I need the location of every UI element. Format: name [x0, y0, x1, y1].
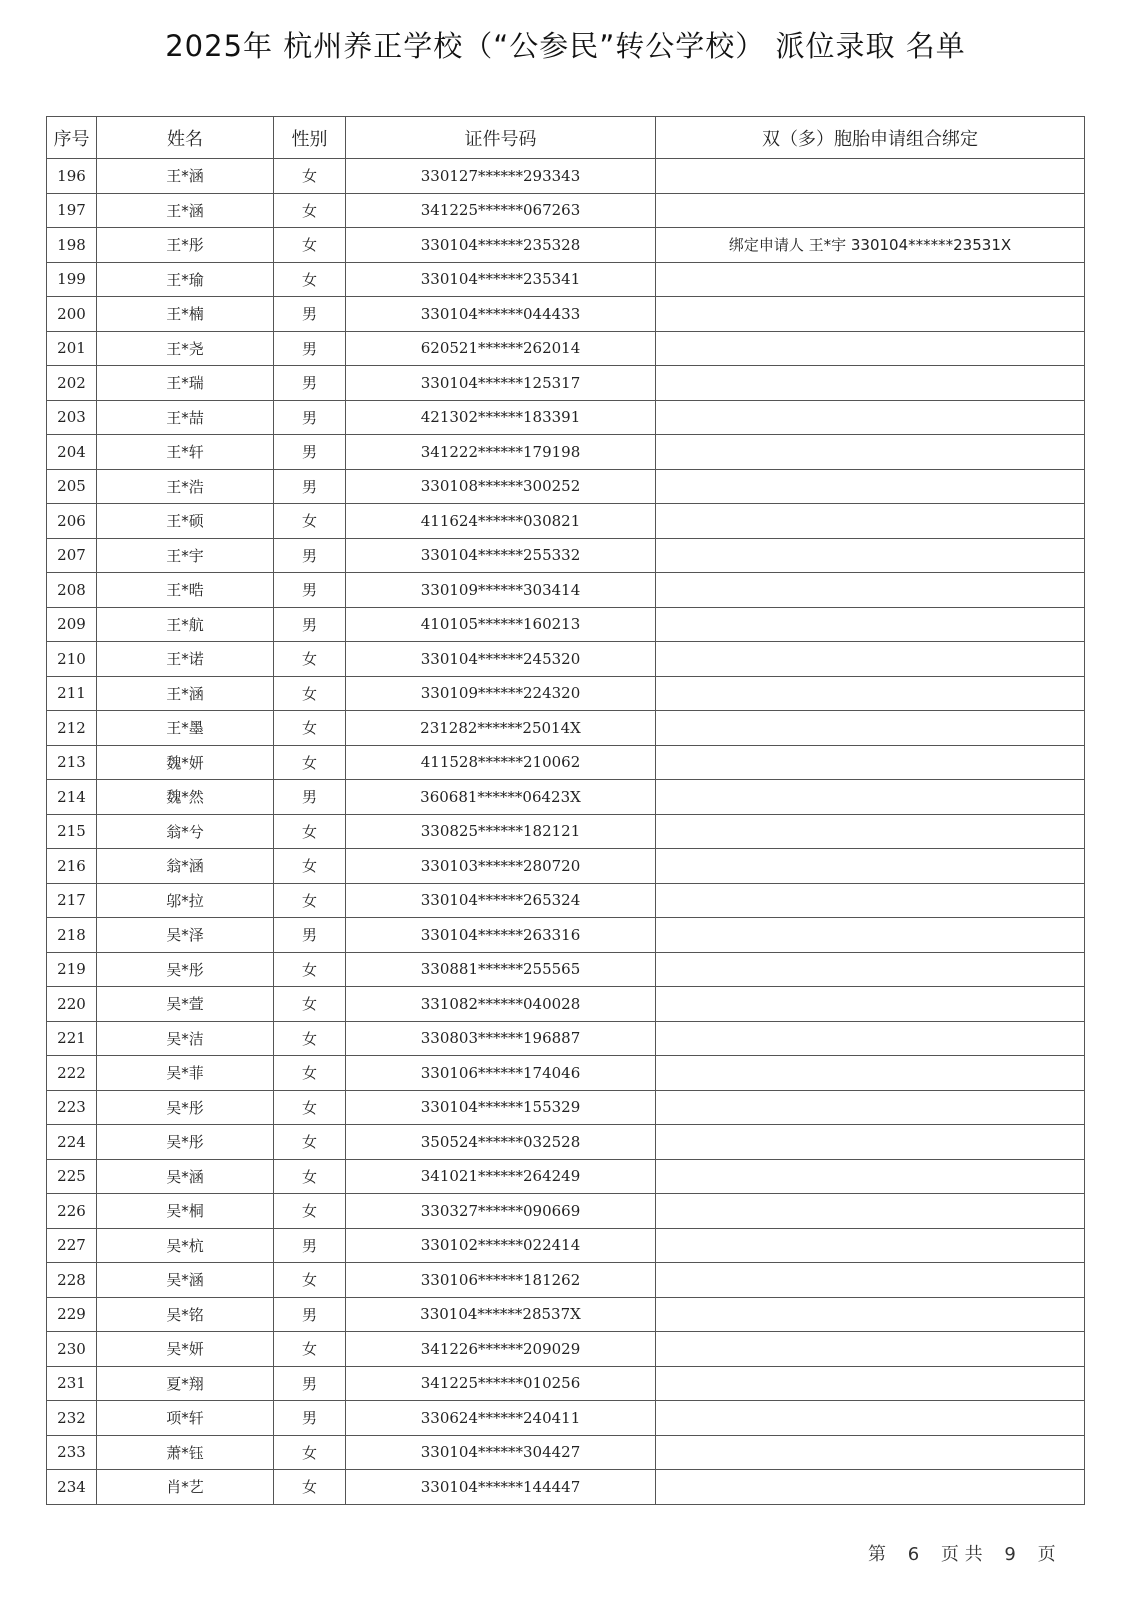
cell-twin-binding: [656, 1159, 1085, 1194]
cell-index: 206: [47, 504, 97, 539]
header-row: [47, 117, 1085, 159]
cell-index: 199: [47, 262, 97, 297]
cell-index: 226: [47, 1194, 97, 1229]
cell-id-number: 330106******181262: [346, 1263, 656, 1298]
cell-id-number: 360681******06423X: [346, 780, 656, 815]
cell-index: 232: [47, 1401, 97, 1436]
cell-name: 魏*妍: [97, 745, 274, 780]
table-row: [47, 1159, 1085, 1194]
table-row: [47, 676, 1085, 711]
cell-index: 233: [47, 1435, 97, 1470]
table-row: [47, 228, 1085, 263]
cell-gender: 女: [274, 1194, 346, 1229]
cell-index: 218: [47, 918, 97, 953]
table-row: [47, 1228, 1085, 1263]
cell-index: 201: [47, 331, 97, 366]
cell-gender: 男: [274, 1297, 346, 1332]
cell-gender: 女: [274, 262, 346, 297]
header-gender: 性别: [274, 117, 346, 159]
cell-id-number: 231282******25014X: [346, 711, 656, 746]
header-index: 序号: [47, 117, 97, 159]
page-footer: [868, 1540, 1056, 1566]
cell-id-number: 330104******265324: [346, 883, 656, 918]
cell-gender: 男: [274, 400, 346, 435]
cell-id-number: 330881******255565: [346, 952, 656, 987]
cell-index: 208: [47, 573, 97, 608]
cell-twin-binding: [656, 538, 1085, 573]
cell-name: 吴*妍: [97, 1332, 274, 1367]
cell-gender: 女: [274, 883, 346, 918]
cell-id-number: 330803******196887: [346, 1021, 656, 1056]
cell-id-number: 411624******030821: [346, 504, 656, 539]
cell-id-number: 411528******210062: [346, 745, 656, 780]
cell-twin-binding: [656, 262, 1085, 297]
cell-gender: 男: [274, 918, 346, 953]
cell-gender: 女: [274, 1263, 346, 1298]
cell-twin-binding: [656, 1263, 1085, 1298]
cell-twin-binding: [656, 1021, 1085, 1056]
cell-gender: 男: [274, 297, 346, 332]
cell-name: 邬*拉: [97, 883, 274, 918]
table-row: [47, 780, 1085, 815]
cell-id-number: 330104******28537X: [346, 1297, 656, 1332]
cell-index: 231: [47, 1366, 97, 1401]
cell-index: 217: [47, 883, 97, 918]
cell-name: 吴*萱: [97, 987, 274, 1022]
cell-index: 221: [47, 1021, 97, 1056]
cell-index: 204: [47, 435, 97, 470]
cell-twin-binding: [656, 366, 1085, 401]
cell-twin-binding: [656, 1401, 1085, 1436]
cell-name: 王*涵: [97, 193, 274, 228]
cell-index: 209: [47, 607, 97, 642]
cell-gender: 女: [274, 1056, 346, 1091]
cell-twin-binding: [656, 504, 1085, 539]
table-row: [47, 400, 1085, 435]
cell-id-number: 330327******090669: [346, 1194, 656, 1229]
cell-name: 肖*艺: [97, 1470, 274, 1505]
cell-id-number: 331082******040028: [346, 987, 656, 1022]
cell-twin-binding: [656, 780, 1085, 815]
cell-name: 吴*涵: [97, 1159, 274, 1194]
cell-index: 228: [47, 1263, 97, 1298]
cell-gender: 男: [274, 1228, 346, 1263]
cell-gender: 男: [274, 331, 346, 366]
cell-id-number: 330104******044433: [346, 297, 656, 332]
cell-name: 王*楠: [97, 297, 274, 332]
cell-name: 王*轩: [97, 435, 274, 470]
cell-gender: 男: [274, 573, 346, 608]
cell-gender: 男: [274, 469, 346, 504]
cell-name: 魏*然: [97, 780, 274, 815]
header-name: 姓名: [97, 117, 274, 159]
cell-twin-binding: [656, 1435, 1085, 1470]
cell-twin-binding: [656, 642, 1085, 677]
cell-gender: 女: [274, 849, 346, 884]
cell-gender: 女: [274, 1021, 346, 1056]
cell-index: 203: [47, 400, 97, 435]
cell-id-number: 330103******280720: [346, 849, 656, 884]
table-row: [47, 1470, 1085, 1505]
page-title: 2025年 杭州养正学校（“公参民”转公学校） 派位录取 名单: [165, 29, 966, 63]
cell-index: 211: [47, 676, 97, 711]
cell-twin-binding: [656, 1332, 1085, 1367]
cell-twin-binding: [656, 1056, 1085, 1091]
table-row: [47, 435, 1085, 470]
cell-name: 王*硕: [97, 504, 274, 539]
table-row: [47, 849, 1085, 884]
cell-twin-binding: [656, 1470, 1085, 1505]
cell-index: 212: [47, 711, 97, 746]
cell-name: 王*浩: [97, 469, 274, 504]
table-row: [47, 745, 1085, 780]
header-twin-binding: 双（多）胞胎申请组合绑定: [656, 117, 1085, 159]
table-row: [47, 1194, 1085, 1229]
cell-gender: 女: [274, 1090, 346, 1125]
table-row: [47, 573, 1085, 608]
cell-id-number: 620521******262014: [346, 331, 656, 366]
cell-index: 215: [47, 814, 97, 849]
cell-id-number: 330104******235328: [346, 228, 656, 263]
cell-name: 王*尧: [97, 331, 274, 366]
cell-index: 216: [47, 849, 97, 884]
cell-id-number: 341226******209029: [346, 1332, 656, 1367]
cell-gender: 男: [274, 780, 346, 815]
cell-name: 吴*洁: [97, 1021, 274, 1056]
cell-name: 萧*钰: [97, 1435, 274, 1470]
cell-name: 王*瑞: [97, 366, 274, 401]
table-row: [47, 1021, 1085, 1056]
cell-gender: 男: [274, 366, 346, 401]
cell-index: 222: [47, 1056, 97, 1091]
cell-id-number: 421302******183391: [346, 400, 656, 435]
cell-name: 王*晧: [97, 573, 274, 608]
cell-gender: 女: [274, 642, 346, 677]
table-body: [47, 159, 1085, 1505]
cell-twin-binding: [656, 1125, 1085, 1160]
cell-twin-binding: [656, 159, 1085, 194]
cell-gender: 女: [274, 987, 346, 1022]
cell-name: 王*涵: [97, 159, 274, 194]
cell-id-number: 330109******303414: [346, 573, 656, 608]
cell-twin-binding: [656, 1297, 1085, 1332]
cell-name: 王*墨: [97, 711, 274, 746]
cell-twin-binding: [656, 918, 1085, 953]
cell-id-number: 330104******235341: [346, 262, 656, 297]
footer-prefix: 第: [868, 1544, 886, 1565]
table-row: [47, 538, 1085, 573]
table-row: [47, 297, 1085, 332]
cell-gender: 女: [274, 1470, 346, 1505]
cell-index: 229: [47, 1297, 97, 1332]
cell-twin-binding: [656, 952, 1085, 987]
cell-twin-binding: [656, 435, 1085, 470]
cell-index: 223: [47, 1090, 97, 1125]
cell-id-number: 341021******264249: [346, 1159, 656, 1194]
cell-gender: 女: [274, 504, 346, 539]
cell-name: 吴*彤: [97, 1125, 274, 1160]
table-row: [47, 987, 1085, 1022]
cell-twin-binding: [656, 1194, 1085, 1229]
cell-name: 王*涵: [97, 676, 274, 711]
cell-index: 234: [47, 1470, 97, 1505]
cell-id-number: 330104******155329: [346, 1090, 656, 1125]
cell-name: 吴*彤: [97, 1090, 274, 1125]
header-id-number: 证件号码: [346, 117, 656, 159]
cell-id-number: 410105******160213: [346, 607, 656, 642]
table-row: [47, 331, 1085, 366]
cell-id-number: 330104******255332: [346, 538, 656, 573]
cell-id-number: 341222******179198: [346, 435, 656, 470]
table-row: [47, 1125, 1085, 1160]
cell-id-number: 330104******125317: [346, 366, 656, 401]
cell-gender: 男: [274, 1401, 346, 1436]
cell-gender: 女: [274, 711, 346, 746]
cell-id-number: 341225******067263: [346, 193, 656, 228]
cell-name: 项*轩: [97, 1401, 274, 1436]
cell-twin-binding: [656, 297, 1085, 332]
cell-twin-binding: [656, 400, 1085, 435]
cell-twin-binding: [656, 573, 1085, 608]
cell-gender: 女: [274, 745, 346, 780]
cell-index: 198: [47, 228, 97, 263]
cell-name: 翁*涵: [97, 849, 274, 884]
cell-name: 王*航: [97, 607, 274, 642]
table-row: [47, 642, 1085, 677]
cell-name: 吴*涵: [97, 1263, 274, 1298]
table-row: [47, 1056, 1085, 1091]
cell-index: 213: [47, 745, 97, 780]
cell-gender: 女: [274, 159, 346, 194]
cell-gender: 女: [274, 1435, 346, 1470]
cell-gender: 女: [274, 228, 346, 263]
table-row: [47, 1332, 1085, 1367]
cell-name: 吴*彤: [97, 952, 274, 987]
cell-gender: 女: [274, 1159, 346, 1194]
cell-twin-binding: 绑定申请人 王*宇 330104******23531X: [656, 228, 1085, 263]
cell-gender: 女: [274, 1332, 346, 1367]
cell-index: 227: [47, 1228, 97, 1263]
cell-index: 225: [47, 1159, 97, 1194]
cell-name: 吴*铭: [97, 1297, 274, 1332]
table-row: [47, 159, 1085, 194]
cell-name: 吴*杭: [97, 1228, 274, 1263]
cell-twin-binding: [656, 676, 1085, 711]
table-row: [47, 1366, 1085, 1401]
table-row: [47, 366, 1085, 401]
cell-name: 吴*菲: [97, 1056, 274, 1091]
cell-twin-binding: [656, 1366, 1085, 1401]
cell-id-number: 350524******032528: [346, 1125, 656, 1160]
cell-name: 王*喆: [97, 400, 274, 435]
cell-id-number: 330102******022414: [346, 1228, 656, 1263]
cell-gender: 女: [274, 193, 346, 228]
table-row: [47, 711, 1085, 746]
table-row: [47, 883, 1085, 918]
cell-index: 205: [47, 469, 97, 504]
cell-gender: 女: [274, 1125, 346, 1160]
cell-name: 吴*泽: [97, 918, 274, 953]
cell-twin-binding: [656, 331, 1085, 366]
cell-name: 王*瑜: [97, 262, 274, 297]
cell-name: 吴*桐: [97, 1194, 274, 1229]
cell-gender: 男: [274, 607, 346, 642]
cell-twin-binding: [656, 849, 1085, 884]
table-row: [47, 1090, 1085, 1125]
cell-id-number: 330106******174046: [346, 1056, 656, 1091]
table-row: [47, 504, 1085, 539]
table-row: [47, 918, 1085, 953]
cell-name: 夏*翔: [97, 1366, 274, 1401]
cell-gender: 女: [274, 952, 346, 987]
table-row: [47, 262, 1085, 297]
cell-gender: 男: [274, 538, 346, 573]
cell-index: 210: [47, 642, 97, 677]
cell-gender: 男: [274, 435, 346, 470]
table-row: [47, 193, 1085, 228]
cell-id-number: 341225******010256: [346, 1366, 656, 1401]
cell-index: 214: [47, 780, 97, 815]
table-row: [47, 1297, 1085, 1332]
admission-table: [46, 116, 1085, 1505]
cell-id-number: 330109******224320: [346, 676, 656, 711]
cell-twin-binding: [656, 1228, 1085, 1263]
cell-id-number: 330127******293343: [346, 159, 656, 194]
table-row: [47, 1435, 1085, 1470]
cell-index: 202: [47, 366, 97, 401]
cell-id-number: 330104******304427: [346, 1435, 656, 1470]
cell-twin-binding: [656, 193, 1085, 228]
footer-suffix: 页: [1037, 1544, 1056, 1565]
cell-twin-binding: [656, 469, 1085, 504]
cell-id-number: 330108******300252: [346, 469, 656, 504]
cell-index: 197: [47, 193, 97, 228]
cell-gender: 男: [274, 1366, 346, 1401]
cell-twin-binding: [656, 987, 1085, 1022]
table-row: [47, 469, 1085, 504]
cell-index: 230: [47, 1332, 97, 1367]
cell-index: 196: [47, 159, 97, 194]
footer-middle: 页 共: [940, 1544, 983, 1565]
cell-index: 219: [47, 952, 97, 987]
cell-gender: 女: [274, 676, 346, 711]
table-row: [47, 607, 1085, 642]
table-row: [47, 814, 1085, 849]
table-row: [47, 1263, 1085, 1298]
cell-twin-binding: [656, 745, 1085, 780]
cell-twin-binding: [656, 711, 1085, 746]
cell-twin-binding: [656, 1090, 1085, 1125]
cell-id-number: 330104******144447: [346, 1470, 656, 1505]
cell-name: 王*彤: [97, 228, 274, 263]
cell-gender: 女: [274, 814, 346, 849]
footer-current-page: 6: [907, 1544, 920, 1565]
cell-twin-binding: [656, 607, 1085, 642]
cell-id-number: 330825******182121: [346, 814, 656, 849]
cell-name: 王*宇: [97, 538, 274, 573]
footer-total-pages: 9: [1004, 1544, 1016, 1565]
cell-twin-binding: [656, 814, 1085, 849]
cell-id-number: 330104******245320: [346, 642, 656, 677]
cell-index: 220: [47, 987, 97, 1022]
cell-index: 224: [47, 1125, 97, 1160]
cell-index: 200: [47, 297, 97, 332]
cell-id-number: 330624******240411: [346, 1401, 656, 1436]
cell-name: 王*诺: [97, 642, 274, 677]
cell-name: 翁*兮: [97, 814, 274, 849]
table-row: [47, 952, 1085, 987]
cell-index: 207: [47, 538, 97, 573]
cell-id-number: 330104******263316: [346, 918, 656, 953]
table-row: [47, 1401, 1085, 1436]
cell-twin-binding: [656, 883, 1085, 918]
